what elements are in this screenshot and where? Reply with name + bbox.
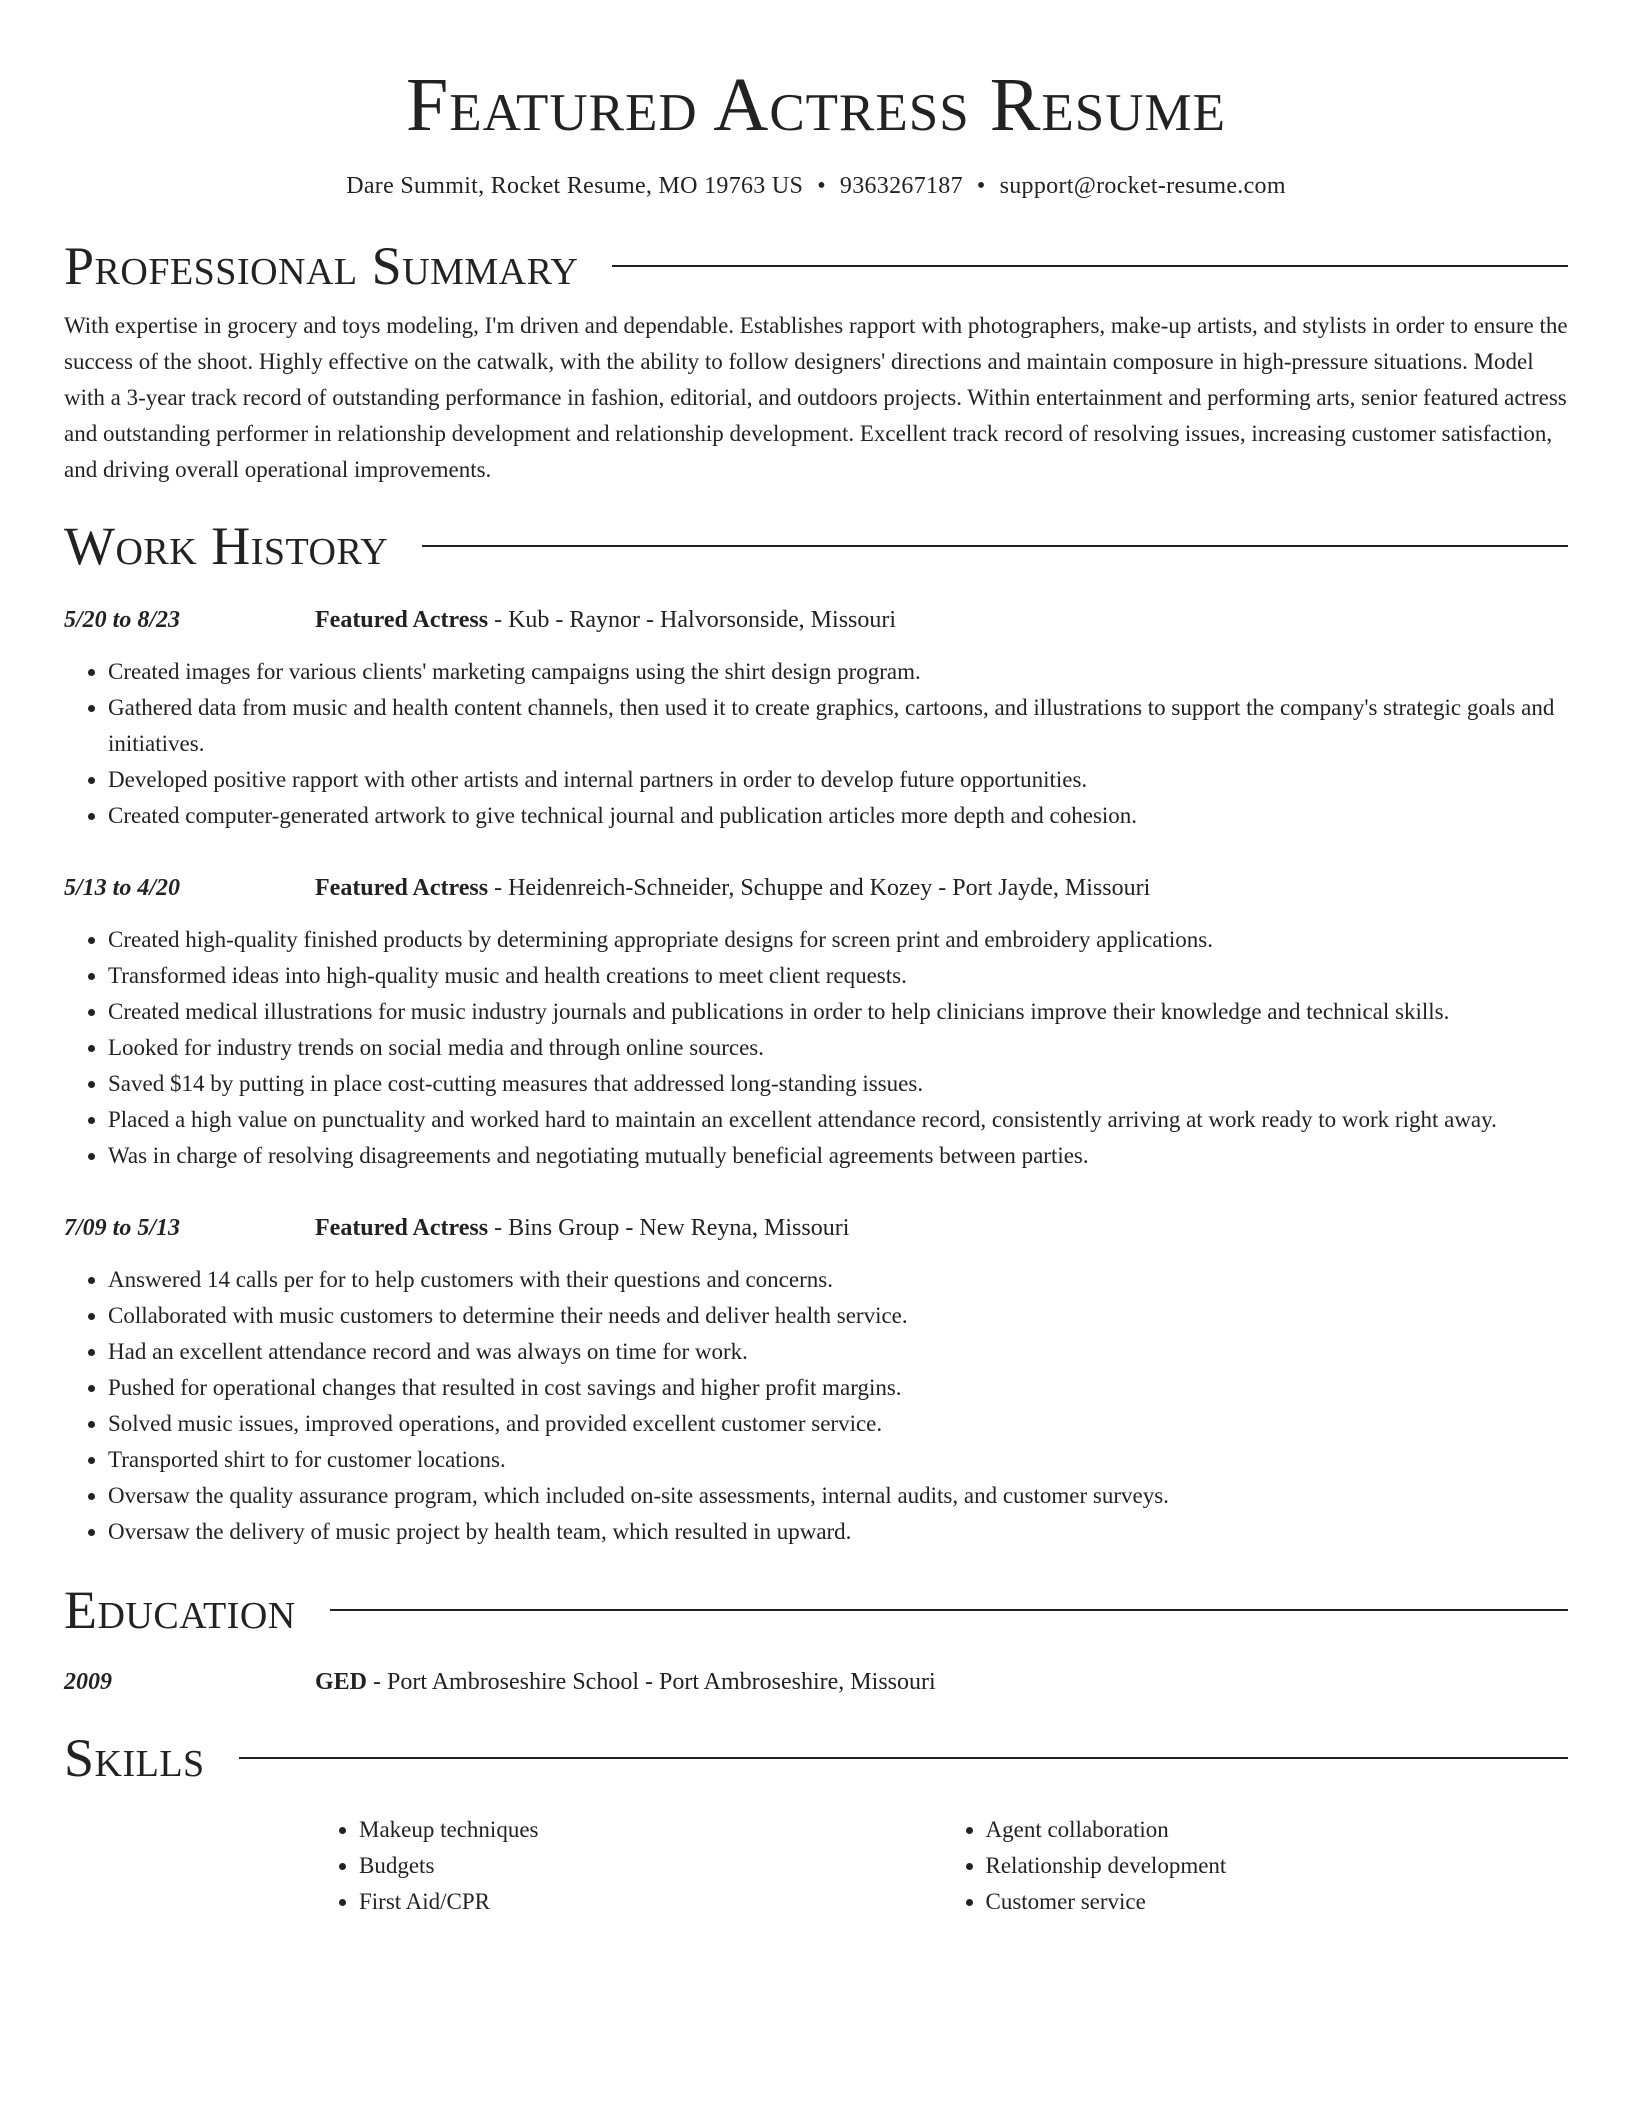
work-dates: 7/09 to 5/13	[64, 1215, 181, 1241]
work-bullet: • Created high-quality finished products by determining appropriate designs for screen print and embroidery applications.	[108, 922, 1568, 958]
work-entry-header	[64, 1212, 1568, 1244]
summary-text: With expertise in grocery and toys modeling, I'm driven and dependable. Establishes rapport with photographers, make-up artists, and stylists in order to ensure the success of the shoot. Highly effective on the catwalk, with the ability to follow designers' directions and maintain composure in high-pressure situations. Model with a 3-year track record of outstanding performance in fashion, editorial, and outdoors projects. Within entertainment and performing arts, senior featured actress and outstanding performer in relationship development and relationship development. Excellent track record of resolving issues, increasing customer satisfaction, and driving overall operational improvements.	[64, 313, 1568, 482]
work-bullet: • Developed positive rapport with other artists and internal partners in order to develop future opportunities.	[108, 762, 1568, 798]
work-position-line	[315, 1212, 849, 1244]
education-degree: GED	[315, 1669, 368, 1695]
work-bullet: • Pushed for operational changes that resulted in cost savings and higher profit margins.	[108, 1370, 1568, 1406]
work-employer-details: - Bins Group - New Reyna, Missouri	[488, 1215, 850, 1241]
work-title: Featured Actress	[315, 1215, 489, 1241]
work-bullet: • Gathered data from music and health content channels, then used it to create graphics, cartoons, and illustrations to support the company's strategic goals and initiatives.	[108, 690, 1568, 762]
contact-separator: •	[976, 173, 986, 199]
work-bullet-list	[64, 922, 1568, 1174]
work-position-line	[315, 604, 896, 636]
work-dates: 5/13 to 4/20	[64, 875, 181, 901]
section-divider	[239, 1757, 1568, 1759]
work-bullet: • Oversaw the quality assurance program, which included on-site assessments, internal audits, and customer surveys.	[108, 1478, 1568, 1514]
skills-section-header	[64, 1726, 1568, 1790]
work-heading: Work History	[64, 516, 389, 576]
education-details: - Port Ambroseshire School - Port Ambroseshire, Missouri	[367, 1669, 936, 1695]
skills-left-column	[315, 1812, 942, 1920]
summary-heading: Professional Summary	[64, 236, 579, 296]
work-bullet: • Had an excellent attendance record and was always on time for work.	[108, 1334, 1568, 1370]
education-details-line	[315, 1666, 936, 1698]
contact-address: Dare Summit, Rocket Resume, MO 19763 US	[346, 173, 804, 199]
section-divider	[612, 265, 1568, 267]
skill-item: • Makeup techniques	[359, 1812, 942, 1848]
work-history-list	[64, 604, 1568, 1550]
work-employer-details: - Kub - Raynor - Halvorsonside, Missouri	[488, 607, 897, 633]
resume-title: Featured Actress Resume	[405, 63, 1227, 147]
work-bullet: • Collaborated with music customers to determine their needs and deliver health service.	[108, 1298, 1568, 1334]
work-bullet-list	[64, 654, 1568, 834]
skill-item: • Relationship development	[986, 1848, 1569, 1884]
work-bullet: • Placed a high value on punctuality and worked hard to maintain an excellent attendance record, consistently arriving at work ready to work right away.	[108, 1102, 1568, 1138]
contact-phone: 9363267187	[839, 173, 963, 199]
work-title: Featured Actress	[315, 607, 489, 633]
work-bullet: • Solved music issues, improved operations, and provided excellent customer service.	[108, 1406, 1568, 1442]
work-bullet: • Looked for industry trends on social media and through online sources.	[108, 1030, 1568, 1066]
education-section-header	[64, 1578, 1568, 1642]
work-entry	[64, 604, 1568, 834]
summary-section-header	[64, 234, 1568, 298]
work-employer-details: - Heidenreich-Schneider, Schuppe and Kozey - Port Jayde, Missouri	[488, 875, 1151, 901]
work-section-header	[64, 514, 1568, 578]
skill-item: • Agent collaboration	[986, 1812, 1569, 1848]
skill-item: • First Aid/CPR	[359, 1884, 942, 1920]
skills-right-column	[942, 1812, 1569, 1920]
skills-grid	[315, 1812, 1568, 1920]
work-position-line	[315, 872, 1150, 904]
work-entry	[64, 872, 1568, 1174]
work-bullet: • Created medical illustrations for music industry journals and publications in order to help clinicians improve their knowledge and technical skills.	[108, 994, 1568, 1030]
work-bullet: • Created images for various clients' marketing campaigns using the shirt design program.	[108, 654, 1568, 690]
work-bullet-list	[64, 1262, 1568, 1550]
work-entry-header	[64, 872, 1568, 904]
section-divider	[422, 545, 1568, 547]
education-entry	[64, 1666, 1568, 1698]
section-divider	[330, 1609, 1568, 1611]
work-title: Featured Actress	[315, 875, 489, 901]
work-bullet: • Transported shirt to for customer locations.	[108, 1442, 1568, 1478]
work-bullet: • Saved $14 by putting in place cost-cutting measures that addressed long-standing issues.	[108, 1066, 1568, 1102]
education-heading: Education	[64, 1580, 296, 1640]
education-year: 2009	[64, 1669, 112, 1695]
contact-email: support@rocket-resume.com	[999, 173, 1286, 199]
skill-item: • Budgets	[359, 1848, 942, 1884]
work-bullet: • Answered 14 calls per for to help customers with their questions and concerns.	[108, 1262, 1568, 1298]
contact-line	[64, 170, 1568, 202]
work-bullet: • Created computer-generated artwork to give technical journal and publication articles more depth and cohesion.	[108, 798, 1568, 834]
contact-separator: •	[817, 173, 826, 199]
work-dates: 5/20 to 8/23	[64, 607, 181, 633]
work-entry	[64, 1212, 1568, 1550]
work-entry-header	[64, 604, 1568, 636]
skills-heading: Skills	[64, 1728, 205, 1788]
work-bullet: • Was in charge of resolving disagreements and negotiating mutually beneficial agreements between parties.	[108, 1138, 1568, 1174]
work-bullet: • Oversaw the delivery of music project by health team, which resulted in upward.	[108, 1514, 1568, 1550]
skill-item: • Customer service	[986, 1884, 1569, 1920]
work-bullet: • Transformed ideas into high-quality music and health creations to meet client requests.	[108, 958, 1568, 994]
resume-page	[64, 0, 1568, 1920]
